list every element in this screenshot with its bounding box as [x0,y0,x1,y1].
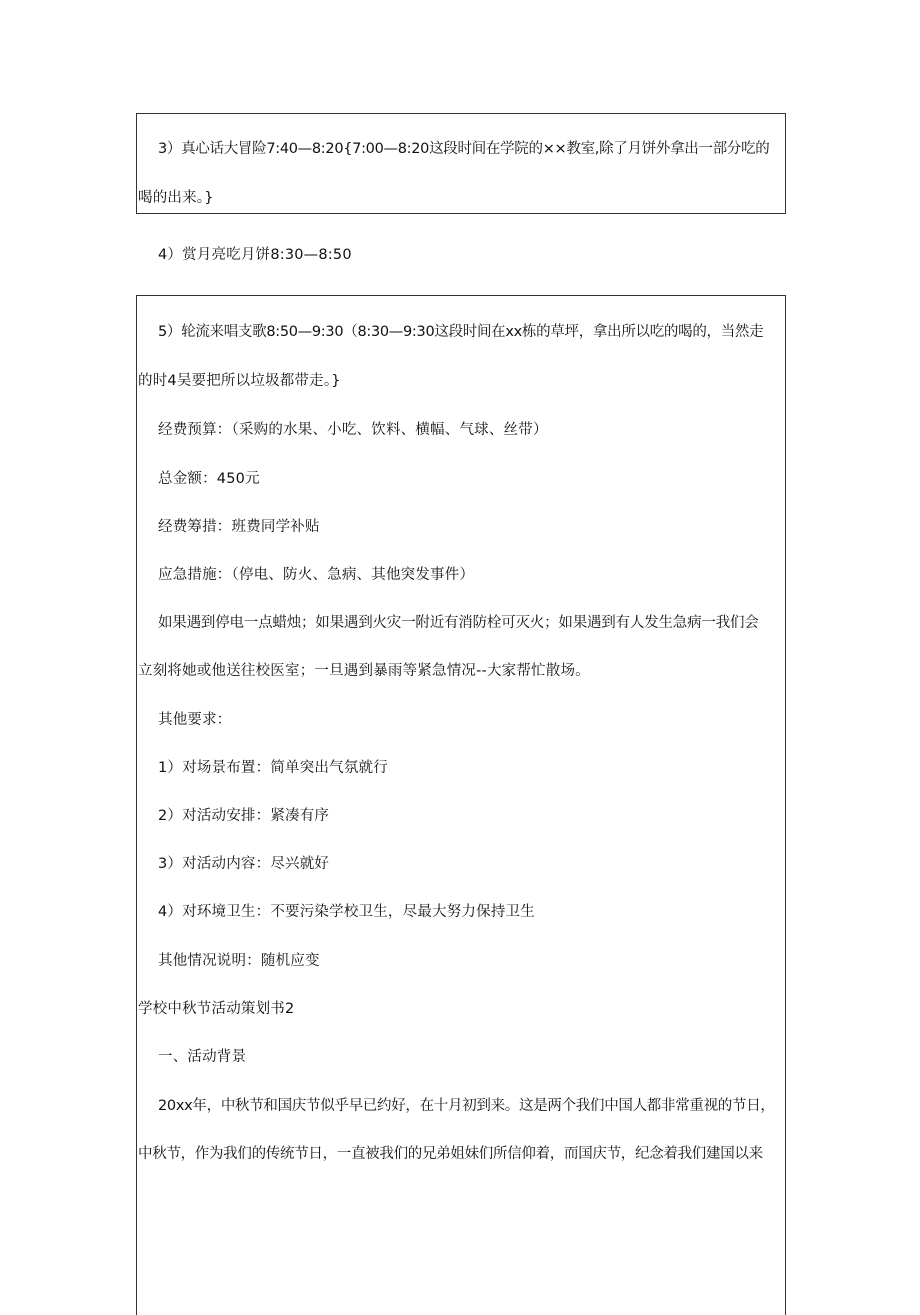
item-3-line-2: 喝的出来。} [138,190,214,206]
requirement-item: 4）对环境卫生：不要污染学校卫生，尽最大努力保持卫生 [158,904,535,920]
budget-line: 经费预算：（采购的水果、小吃、饮料、横幅、气球、丝带） [158,422,548,438]
section-2-para-line-1: 20xx年，中秋节和国庆节似乎早已约好，在十月初到来。这是两个我们中国人都非常重视的节日， [158,1098,775,1114]
funding-line: 经费筹措：班费同学补贴 [158,519,320,535]
emergency-line: 应急措施：（停电、防火、急病、其他突发事件） [158,567,475,583]
item-3-line-1: 3）真心话大冒险7:40—8:20{7:00—8:20这段时间在学院的××教室,除了月饼外拿出一部分吃的 [158,141,770,157]
emergency-detail-line-1: 如果遇到停电一点蜡烛；如果遇到火灾一附近有消防栓可灭火；如果遇到有人发生急病一我们会 [158,615,759,631]
requirement-item: 2）对活动安排：紧凑有序 [158,808,330,824]
section-2-title: 学校中秋节活动策划书2 [138,1001,295,1017]
table-cell-box-1 [136,113,786,214]
other-notes-line: 其他情况说明：随机应变 [158,953,320,969]
section-2-heading: 一、活动背景 [158,1049,247,1065]
requirement-item: 3）对活动内容：尽兴就好 [158,856,330,872]
item-5-line-2: 的时4吴要把所以垃圾都带走。} [138,373,341,389]
emergency-detail-line-2: 立刻将她或他送往校医室；一旦遇到暴雨等紧急情况--大家帮忙散场。 [138,663,590,679]
requirement-item: 1）对场景布置：简单突出气氛就行 [158,760,388,776]
section-2-para-line-2: 中秋节，作为我们的传统节日，一直被我们的兄弟姐妹们所信仰着，而国庆节，纪念着我们建国以来 [138,1146,763,1162]
total-amount-line: 总金额：450元 [158,471,260,487]
other-requirements-heading: 其他要求： [158,712,232,728]
item-5-line-1: 5）轮流来唱支歌8:50—9:30（8:30—9:30这段时间在xx栋的草坪，拿出所以吃的喝的，当然走 [158,324,764,340]
item-4: 4）赏月亮吃月饼8:30—8:50 [158,247,352,263]
